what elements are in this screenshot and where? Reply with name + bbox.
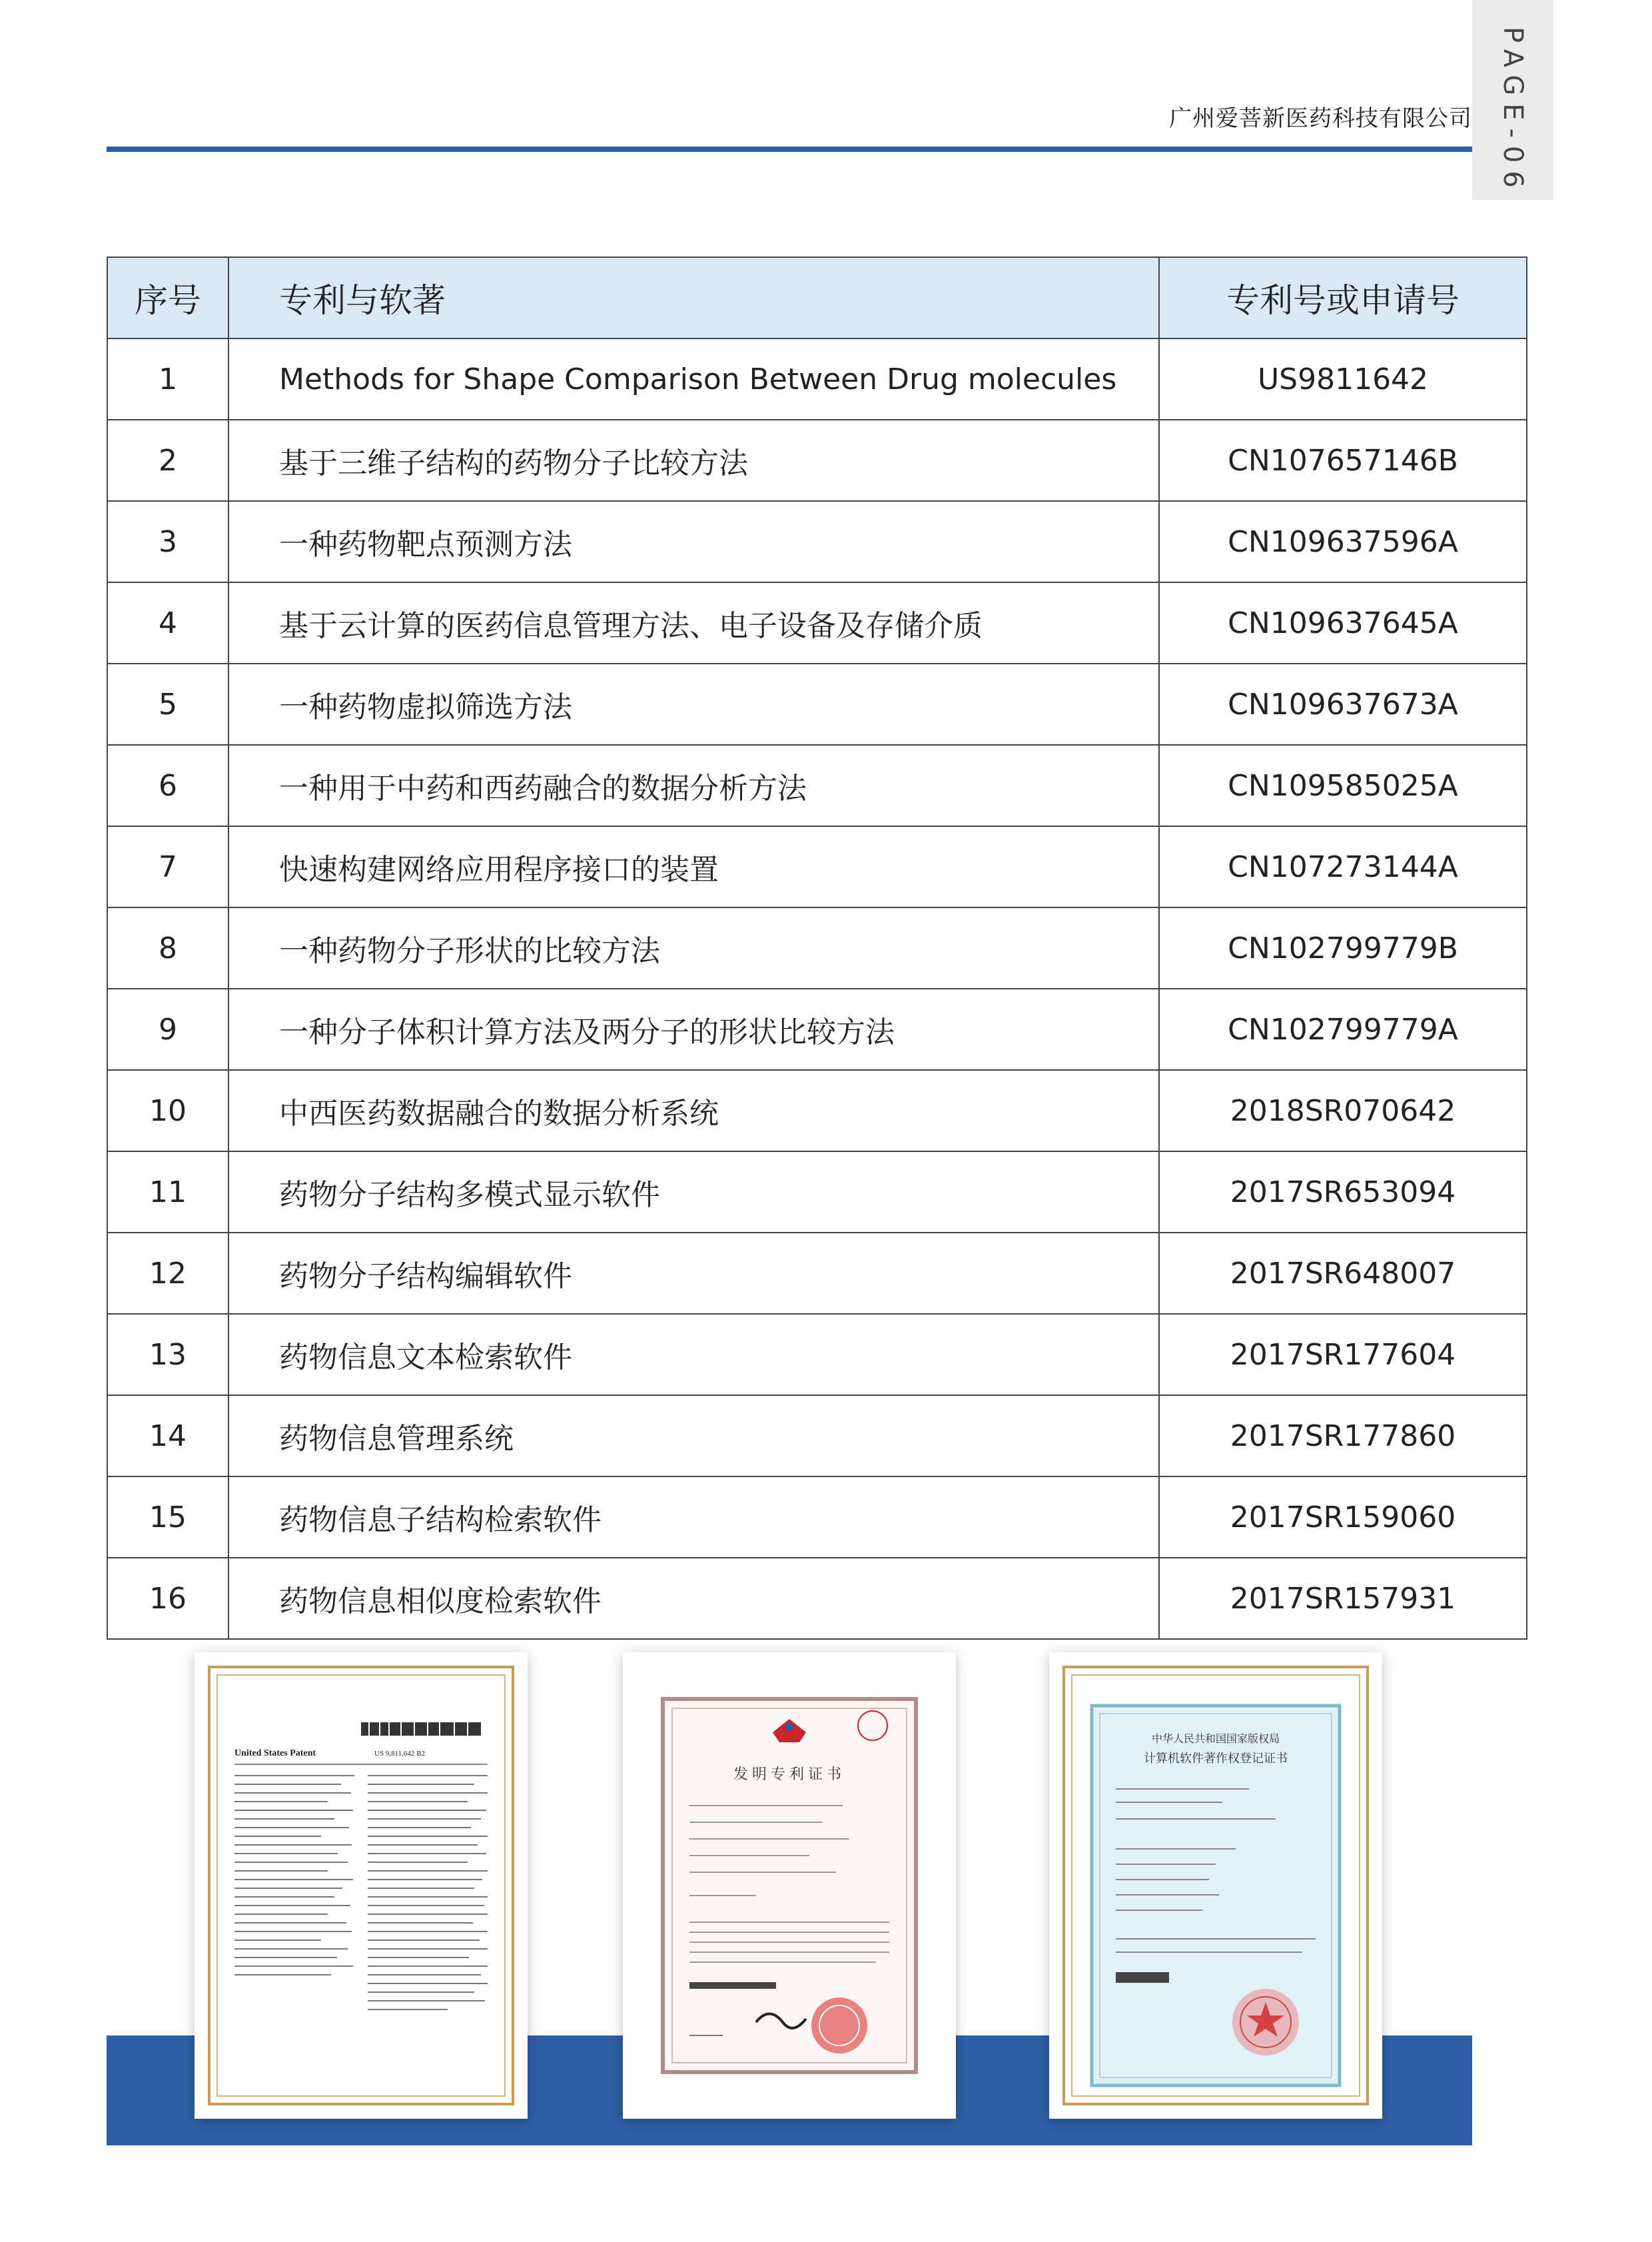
table-row (107, 826, 1527, 907)
cell-number: CN102799779B (1159, 907, 1527, 989)
table-row (107, 745, 1527, 826)
cell-no: 7 (107, 826, 228, 907)
cell-name: 一种分子体积计算方法及两分子的形状比较方法 (228, 989, 1159, 1070)
col-header-no: 序号 (107, 257, 228, 338)
cell-name: 药物信息子结构检索软件 (228, 1476, 1159, 1558)
cell-number: CN107657146B (1159, 420, 1527, 501)
cell-number: CN109637596A (1159, 501, 1527, 582)
cell-no: 16 (107, 1558, 228, 1639)
software-copyright-certificate (1049, 1652, 1382, 2119)
cell-name: 一种药物虚拟筛选方法 (228, 664, 1159, 745)
table-row (107, 1070, 1527, 1151)
col-header-name: 专利与软著 (228, 257, 1159, 338)
table-row (107, 582, 1527, 664)
table-row (107, 989, 1527, 1070)
svg-text:中华人民共和国国家版权局: 中华人民共和国国家版权局 (1151, 1732, 1280, 1745)
company-name: 广州爱菩新医药科技有限公司 (1169, 105, 1472, 132)
cell-no: 15 (107, 1476, 228, 1558)
header-rule (107, 147, 1472, 152)
svg-text:US 9,811,642 B2: US 9,811,642 B2 (374, 1750, 425, 1758)
cell-no: 11 (107, 1151, 228, 1233)
table-row (107, 1558, 1527, 1639)
us-patent-image (195, 1652, 528, 2119)
cell-number: 2017SR177860 (1159, 1395, 1527, 1476)
cell-name: 一种药物靶点预测方法 (228, 501, 1159, 582)
col-header-number: 专利号或申请号 (1159, 257, 1527, 338)
cell-number: CN107273144A (1159, 826, 1527, 907)
cell-number: 2017SR159060 (1159, 1476, 1527, 1558)
svg-text:计算机软件著作权登记证书: 计算机软件著作权登记证书 (1144, 1752, 1288, 1766)
cell-number: 2017SR157931 (1159, 1558, 1527, 1639)
patent-table (107, 257, 1527, 1640)
cell-no: 6 (107, 745, 228, 826)
table-row (107, 1314, 1527, 1395)
cn-patent-image (623, 1652, 956, 2119)
cell-name: 基于三维子结构的药物分子比较方法 (228, 420, 1159, 501)
cell-name: 药物分子结构多模式显示软件 (228, 1151, 1159, 1233)
cell-no: 5 (107, 664, 228, 745)
table-row (107, 664, 1527, 745)
cell-number: CN109585025A (1159, 745, 1527, 826)
cell-no: 4 (107, 582, 228, 664)
cell-no: 14 (107, 1395, 228, 1476)
cell-no: 12 (107, 1233, 228, 1314)
cell-name: 药物信息相似度检索软件 (228, 1558, 1159, 1639)
cell-no: 9 (107, 989, 228, 1070)
page-tab (1472, 0, 1553, 200)
cell-name: 药物信息管理系统 (228, 1395, 1159, 1476)
cell-name: 基于云计算的医药信息管理方法、电子设备及存储介质 (228, 582, 1159, 664)
cell-number: US9811642 (1159, 338, 1527, 420)
cell-no: 3 (107, 501, 228, 582)
us-patent-certificate (195, 1652, 528, 2119)
cell-no: 1 (107, 338, 228, 420)
cell-number: CN102799779A (1159, 989, 1527, 1070)
svg-text:发明专利证书: 发明专利证书 (733, 1766, 846, 1783)
software-copyright-image (1049, 1652, 1382, 2119)
table-row (107, 420, 1527, 501)
cell-no: 8 (107, 907, 228, 989)
table-row (107, 1395, 1527, 1476)
cell-name: Methods for Shape Comparison Between Drug molecules (228, 338, 1159, 420)
table-row (107, 501, 1527, 582)
cell-name: 中西医药数据融合的数据分析系统 (228, 1070, 1159, 1151)
cell-number: 2017SR648007 (1159, 1233, 1527, 1314)
cell-no: 2 (107, 420, 228, 501)
cell-no: 13 (107, 1314, 228, 1395)
table-row (107, 907, 1527, 989)
table-header-row (107, 257, 1527, 338)
cell-number: CN109637673A (1159, 664, 1527, 745)
cn-patent-certificate (623, 1652, 956, 2119)
table-row (107, 1151, 1527, 1233)
page-number: PAGE-06 (1497, 27, 1528, 196)
cell-number: CN109637645A (1159, 582, 1527, 664)
cell-no: 10 (107, 1070, 228, 1151)
cell-name: 药物分子结构编辑软件 (228, 1233, 1159, 1314)
cell-name: 药物信息文本检索软件 (228, 1314, 1159, 1395)
cell-name: 一种药物分子形状的比较方法 (228, 907, 1159, 989)
svg-text:United States Patent: United States Patent (234, 1748, 316, 1758)
table-row (107, 1233, 1527, 1314)
table-row (107, 1476, 1527, 1558)
table-row (107, 338, 1527, 420)
cell-number: 2018SR070642 (1159, 1070, 1527, 1151)
cell-name: 快速构建网络应用程序接口的装置 (228, 826, 1159, 907)
cell-number: 2017SR653094 (1159, 1151, 1527, 1233)
cell-name: 一种用于中药和西药融合的数据分析方法 (228, 745, 1159, 826)
cell-number: 2017SR177604 (1159, 1314, 1527, 1395)
